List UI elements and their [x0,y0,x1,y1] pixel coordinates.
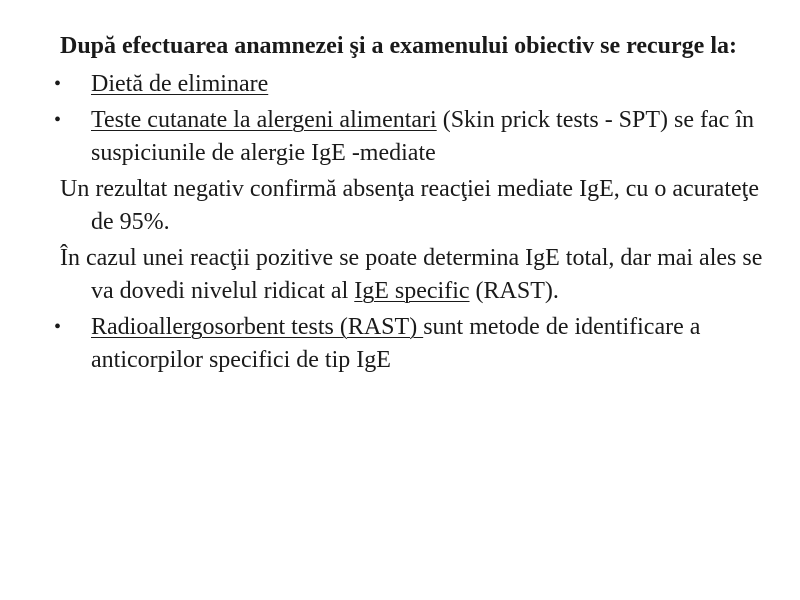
reactii-text-after: (RAST). [469,278,559,304]
rast-link[interactable]: Radioallergosorbent tests (RAST) [91,314,424,340]
teste-cutanate-link[interactable]: Teste cutanate la alergeni alimentari [91,107,437,133]
reactii-text-before: În cazul unei reacţii pozitive se poate determina IgE total, dar mai ales se va dovedi nivelul ridicat al [60,245,763,304]
rast-text: sunt metode de identificare a anticorpilor specifici de tip IgE [91,314,701,373]
slide-heading [60,30,780,63]
ige-specific-link[interactable]: IgE specific [354,278,470,304]
bullet-item-rast [54,311,780,377]
bullet-dot: • [54,316,62,338]
slide-content [54,30,780,380]
rezultat-text: Un rezultat negativ confirmă absenţa reacţiei mediate IgE, cu o acurateţe de 95%. [60,176,759,235]
bullet-item-dieta [54,68,780,101]
teste-cutanate-text: (Skin prick tests - SPT) se fac în suspiciunile de alergie IgE -mediate [91,107,754,166]
dieta-link[interactable]: Dietă de eliminare [91,71,269,97]
bullet-item-teste [54,104,780,170]
heading-text: După efectuarea anamnezei şi a examenului obiectiv se recurge la: [60,33,737,59]
bullet-dot: • [54,109,62,131]
paragraph-rezultat [60,173,780,239]
paragraph-reactii [60,242,780,308]
bullet-dot: • [54,73,62,95]
